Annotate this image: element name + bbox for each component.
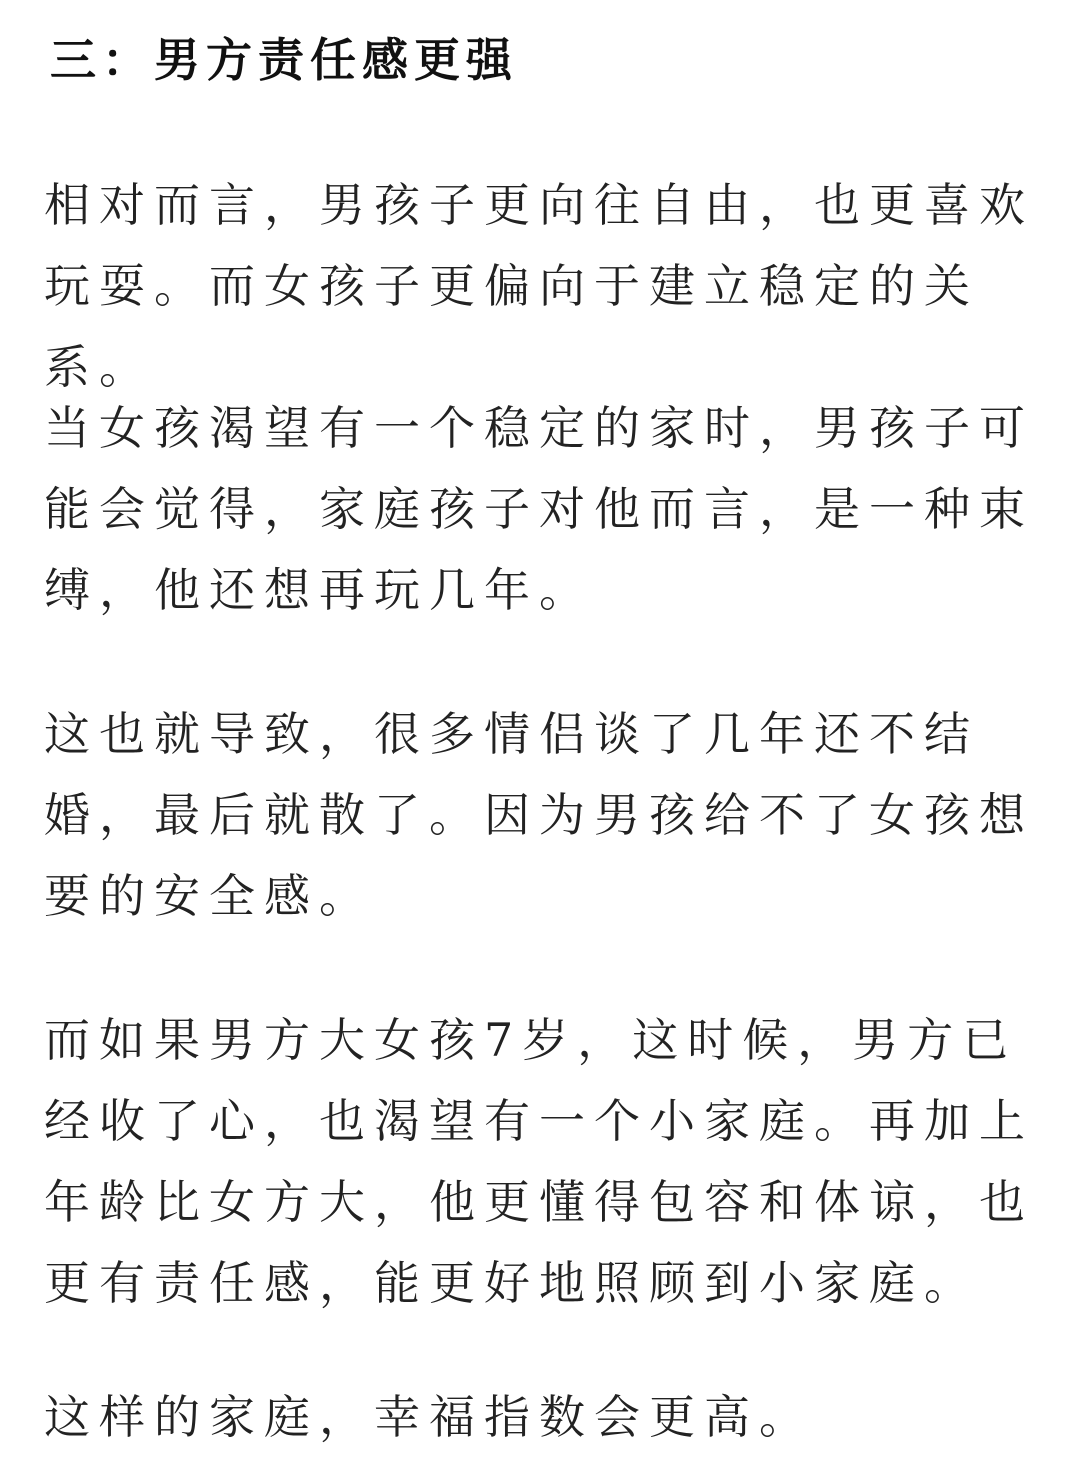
paragraph-2: 当女孩渴望有一个稳定的家时，男孩子可能会觉得，家庭孩子对他而言，是一种束缚，他还想再玩几年。 <box>44 401 1034 617</box>
section-heading: 三：男方责任感更强 <box>50 33 518 87</box>
paragraph-4: 而如果男方大女孩7岁，这时候，男方已经收了心，也渴望有一个小家庭。再加上年龄比女方大，他更懂得包容和体谅，也更有责任感，能更好地照顾到小家庭。 <box>44 1013 1034 1310</box>
paragraph-3: 这也就导致，很多情侣谈了几年还不结婚，最后就散了。因为男孩给不了女孩想要的安全感。 <box>44 707 1034 923</box>
paragraph-1: 相对而言，男孩子更向往自由，也更喜欢玩耍。而女孩子更偏向于建立稳定的关系。 <box>44 178 1034 394</box>
paragraph-5: 这样的家庭，幸福指数会更高。 <box>44 1390 814 1444</box>
